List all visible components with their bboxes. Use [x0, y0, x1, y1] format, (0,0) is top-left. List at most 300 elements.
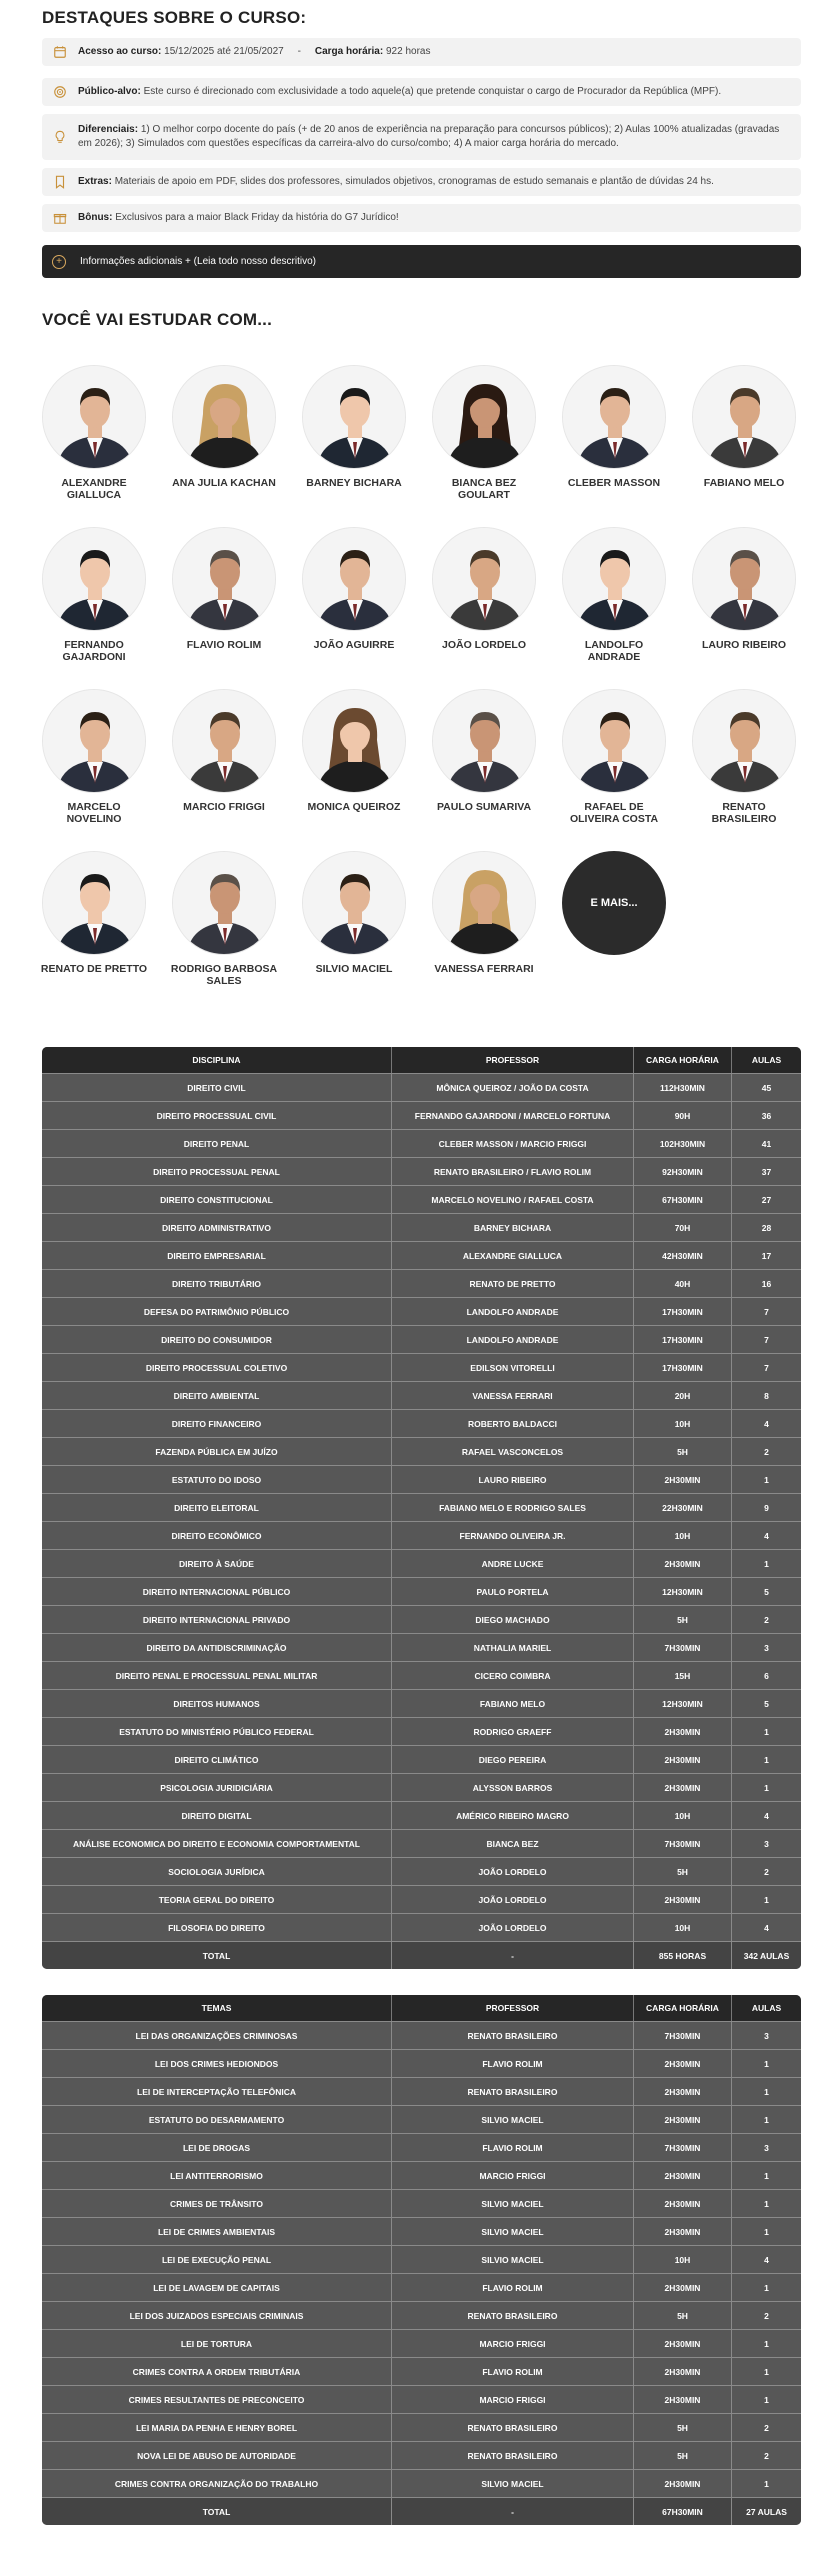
table-cell: DIREITO EMPRESARIAL: [42, 1241, 392, 1269]
highlight-label: Carga horária:: [314, 46, 386, 57]
table-cell: 2H30MIN: [634, 2161, 732, 2189]
themes-header-cell: PROFESSOR: [392, 1995, 634, 2021]
highlight-item: [42, 168, 801, 196]
table-row: [42, 1745, 801, 1773]
table-cell: SILVIO MACIEL: [392, 2245, 634, 2273]
table-cell: FABIANO MELO E RODRIGO SALES: [392, 1493, 634, 1521]
teacher-card[interactable]: [299, 851, 409, 975]
table-cell: 2: [732, 2301, 801, 2329]
teacher-card[interactable]: [689, 527, 799, 651]
table-row: [42, 1101, 801, 1129]
table-cell: BIANCA BEZ: [392, 1829, 634, 1857]
teacher-avatar: [692, 689, 796, 793]
table-cell: 1: [732, 1885, 801, 1913]
table-row: [42, 2301, 801, 2329]
teacher-card[interactable]: [299, 365, 409, 489]
table-cell: LAURO RIBEIRO: [392, 1465, 634, 1493]
table-cell: 2H30MIN: [634, 1745, 732, 1773]
teacher-card[interactable]: [299, 527, 409, 651]
table-cell: 1: [732, 2469, 801, 2497]
table-cell: LEI DE INTERCEPTAÇÃO TELEFÔNICA: [42, 2077, 392, 2105]
table-cell: 67H30MIN: [634, 1185, 732, 1213]
teacher-card[interactable]: [169, 527, 279, 651]
table-row: [42, 1241, 801, 1269]
table-cell: RENATO BRASILEIRO: [392, 2021, 634, 2049]
table-row: [42, 2021, 801, 2049]
table-cell: 17H30MIN: [634, 1353, 732, 1381]
teacher-card[interactable]: [169, 851, 279, 987]
table-cell: DIREITO PROCESSUAL COLETIVO: [42, 1353, 392, 1381]
highlight-text: [78, 211, 399, 225]
table-row: [42, 2385, 801, 2413]
table-cell: SOCIOLOGIA JURÍDICA: [42, 1857, 392, 1885]
teacher-avatar: [692, 365, 796, 469]
highlight-text: [78, 175, 714, 189]
highlight-value: Este curso é direcionado com exclusividade a todo aquele(a) que pretende conquistar o cargo de Procurador da República (MPF).: [143, 86, 722, 97]
highlight-item: [42, 78, 801, 106]
table-row: [42, 2189, 801, 2217]
table-row: [42, 2077, 801, 2105]
highlight-value: 1) O melhor corpo docente do país (+ de 20 anos de experiência na preparação para concursos públicos); 2) Aulas 100% atualizadas (gravadas em 2026); 3) Simulados com questões específicas da carreira-alvo do curso/combo; 4) A maior carga horária do mercado.: [78, 124, 783, 149]
table-cell: JOÃO LORDELO: [392, 1857, 634, 1885]
table-cell: 1: [732, 2105, 801, 2133]
table-row: [42, 1325, 801, 1353]
teacher-avatar: [172, 365, 276, 469]
teacher-card[interactable]: [299, 689, 409, 813]
table-row: [42, 1437, 801, 1465]
table-cell: 2H30MIN: [634, 1885, 732, 1913]
total-cell: -: [392, 2497, 634, 2525]
table-cell: MARCELO NOVELINO / RAFAEL COSTA: [392, 1185, 634, 1213]
teacher-name: PAULO SUMARIVA: [436, 801, 532, 813]
teacher-avatar: [42, 365, 146, 469]
table-row: [42, 2357, 801, 2385]
table-cell: 2: [732, 1437, 801, 1465]
table-cell: FERNANDO GAJARDONI / MARCELO FORTUNA: [392, 1101, 634, 1129]
table-cell: 7: [732, 1297, 801, 1325]
table-cell: 1: [732, 1549, 801, 1577]
table-cell: MARCIO FRIGGI: [392, 2329, 634, 2357]
themes-header-cell: TEMAS: [42, 1995, 392, 2021]
table-cell: 7H30MIN: [634, 1829, 732, 1857]
disciplines-table: [42, 1047, 801, 1969]
table-cell: 1: [732, 2049, 801, 2077]
themes-header-cell: CARGA HORÁRIA: [634, 1995, 732, 2021]
teacher-avatar: [302, 365, 406, 469]
highlight-text: [78, 85, 721, 99]
teacher-name: RENATO BRASILEIRO: [711, 801, 777, 825]
table-cell: EDILSON VITORELLI: [392, 1353, 634, 1381]
teacher-avatar: [562, 365, 666, 469]
table-cell: 12H30MIN: [634, 1577, 732, 1605]
teacher-name: MARCELO NOVELINO: [66, 801, 122, 825]
table-cell: DIREITOS HUMANOS: [42, 1689, 392, 1717]
total-cell: -: [392, 1941, 634, 1969]
table-cell: 3: [732, 1633, 801, 1661]
table-cell: 42H30MIN: [634, 1241, 732, 1269]
plus-icon: +: [52, 255, 66, 269]
table-cell: DIREITO ADMINISTRATIVO: [42, 1213, 392, 1241]
teacher-card[interactable]: [169, 365, 279, 489]
disciplines-header-cell: CARGA HORÁRIA: [634, 1047, 732, 1073]
table-row: [42, 1661, 801, 1689]
teacher-avatar: [172, 527, 276, 631]
table-cell: 2H30MIN: [634, 1549, 732, 1577]
table-cell: 2: [732, 2413, 801, 2441]
table-row: [42, 1073, 801, 1101]
teacher-card[interactable]: [39, 689, 149, 825]
table-cell: 4: [732, 1409, 801, 1437]
table-cell: 70H: [634, 1213, 732, 1241]
table-row: [42, 1465, 801, 1493]
table-cell: 9: [732, 1493, 801, 1521]
table-cell: 28: [732, 1213, 801, 1241]
table-cell: CRIMES DE TRÂNSITO: [42, 2189, 392, 2217]
table-cell: 1: [732, 2273, 801, 2301]
teacher-name: ALEXANDRE GIALLUCA: [61, 477, 127, 501]
table-row: [42, 1577, 801, 1605]
table-row: [42, 1185, 801, 1213]
table-row: [42, 1549, 801, 1577]
table-row: [42, 1829, 801, 1857]
table-cell: RENATO DE PRETTO: [392, 1269, 634, 1297]
table-cell: 10H: [634, 1521, 732, 1549]
teacher-avatar: [302, 527, 406, 631]
table-row: [42, 1633, 801, 1661]
table-row: [42, 2133, 801, 2161]
table-cell: 1: [732, 2385, 801, 2413]
teacher-card[interactable]: [429, 527, 539, 651]
table-cell: DIREITO DA ANTIDISCRIMINAÇÃO: [42, 1633, 392, 1661]
table-cell: 2H30MIN: [634, 2105, 732, 2133]
themes-table: [42, 1995, 801, 2525]
table-cell: 1: [732, 2077, 801, 2105]
table-cell: 7H30MIN: [634, 1633, 732, 1661]
highlight-text: [78, 123, 791, 151]
table-row: [42, 2245, 801, 2273]
teacher-name: ANA JULIA KACHAN: [172, 477, 276, 489]
table-row: [42, 1297, 801, 1325]
highlight-label: Público-alvo:: [78, 86, 144, 97]
table-cell: 36: [732, 1101, 801, 1129]
table-cell: FLAVIO ROLIM: [392, 2357, 634, 2385]
table-row: [42, 1689, 801, 1717]
table-cell: 1: [732, 2329, 801, 2357]
table-cell: RENATO BRASILEIRO: [392, 2441, 634, 2469]
table-cell: 10H: [634, 2245, 732, 2273]
table-cell: CICERO COIMBRA: [392, 1661, 634, 1689]
table-cell: RENATO BRASILEIRO / FLAVIO ROLIM: [392, 1157, 634, 1185]
table-cell: DIREITO PROCESSUAL PENAL: [42, 1157, 392, 1185]
highlight-value: Materiais de apoio em PDF, slides dos professores, simulados objetivos, cronogramas de estudo semanais e plantão de dúvidas 24 hs.: [114, 176, 714, 187]
table-total-row: [42, 1941, 801, 1969]
teacher-avatar: [692, 527, 796, 631]
teacher-card[interactable]: [39, 365, 149, 501]
table-row: [42, 1409, 801, 1437]
table-cell: 20H: [634, 1381, 732, 1409]
table-row: [42, 2441, 801, 2469]
table-row: [42, 2469, 801, 2497]
teacher-avatar: [432, 689, 536, 793]
total-cell: TOTAL: [42, 2497, 392, 2525]
table-cell: 2H30MIN: [634, 2273, 732, 2301]
teacher-card[interactable]: [429, 365, 539, 501]
table-cell: DEFESA DO PATRIMÔNIO PÚBLICO: [42, 1297, 392, 1325]
table-cell: CRIMES CONTRA A ORDEM TRIBUTÁRIA: [42, 2357, 392, 2385]
table-cell: LANDOLFO ANDRADE: [392, 1297, 634, 1325]
table-cell: 40H: [634, 1269, 732, 1297]
table-cell: DIREITO INTERNACIONAL PRIVADO: [42, 1605, 392, 1633]
teacher-card[interactable]: [169, 689, 279, 813]
teacher-avatar: [302, 851, 406, 955]
table-cell: SILVIO MACIEL: [392, 2469, 634, 2497]
table-cell: 4: [732, 1521, 801, 1549]
teacher-avatar: [172, 689, 276, 793]
table-cell: LEI DAS ORGANIZAÇÕES CRIMINOSAS: [42, 2021, 392, 2049]
teacher-name: JOÃO AGUIRRE: [313, 639, 395, 651]
table-cell: 3: [732, 2133, 801, 2161]
teacher-name: FABIANO MELO: [703, 477, 785, 489]
table-cell: 4: [732, 1913, 801, 1941]
table-row: [42, 2217, 801, 2245]
table-cell: 2: [732, 2441, 801, 2469]
teacher-avatar: [42, 689, 146, 793]
table-cell: 37: [732, 1157, 801, 1185]
teacher-card[interactable]: [689, 365, 799, 489]
highlight-item: [42, 114, 801, 160]
table-cell: DIREITO PROCESSUAL CIVIL: [42, 1101, 392, 1129]
table-cell: 1: [732, 2161, 801, 2189]
table-cell: CRIMES RESULTANTES DE PRECONCEITO: [42, 2385, 392, 2413]
teacher-name: FLAVIO ROLIM: [186, 639, 262, 651]
table-cell: LEI MARIA DA PENHA E HENRY BOREL: [42, 2413, 392, 2441]
highlight-value: 15/12/2025 até 21/05/2027: [164, 46, 284, 57]
table-cell: 5H: [634, 2413, 732, 2441]
table-cell: 1: [732, 1717, 801, 1745]
table-cell: ROBERTO BALDACCI: [392, 1409, 634, 1437]
table-cell: 1: [732, 2217, 801, 2245]
teacher-card[interactable]: [429, 851, 539, 975]
table-cell: LEI DE CRIMES AMBIENTAIS: [42, 2217, 392, 2245]
teacher-name: RODRIGO BARBOSA SALES: [170, 963, 278, 987]
table-cell: DIREITO AMBIENTAL: [42, 1381, 392, 1409]
teacher-name: MARCIO FRIGGI: [183, 801, 265, 813]
lightbulb-icon: [52, 129, 68, 145]
table-cell: MARCIO FRIGGI: [392, 2161, 634, 2189]
table-cell: LEI DE EXECUÇÃO PENAL: [42, 2245, 392, 2273]
table-cell: RODRIGO GRAEFF: [392, 1717, 634, 1745]
teacher-card[interactable]: [429, 689, 539, 813]
table-cell: ESTATUTO DO IDOSO: [42, 1465, 392, 1493]
table-cell: LEI DE LAVAGEM DE CAPITAIS: [42, 2273, 392, 2301]
themes-header-cell: AULAS: [732, 1995, 801, 2021]
table-cell: ESTATUTO DO MINISTÉRIO PÚBLICO FEDERAL: [42, 1717, 392, 1745]
teacher-name: LANDOLFO ANDRADE: [584, 639, 644, 663]
table-cell: DIREITO CIVIL: [42, 1073, 392, 1101]
table-cell: SILVIO MACIEL: [392, 2189, 634, 2217]
disciplines-header-cell: PROFESSOR: [392, 1047, 634, 1073]
table-cell: 6: [732, 1661, 801, 1689]
table-cell: 1: [732, 1465, 801, 1493]
highlight-item: [42, 38, 801, 66]
table-cell: 5H: [634, 1857, 732, 1885]
additional-info-button[interactable]: [42, 245, 801, 278]
table-row: [42, 1885, 801, 1913]
table-cell: 15H: [634, 1661, 732, 1689]
teacher-avatar: [432, 365, 536, 469]
teacher-avatar: [302, 689, 406, 793]
highlight-label: Extras:: [78, 176, 115, 187]
teacher-name: SILVIO MACIEL: [315, 963, 393, 975]
table-cell: 10H: [634, 1409, 732, 1437]
table-cell: DIREITO ELEITORAL: [42, 1493, 392, 1521]
teacher-name: BIANCA BEZ GOULART: [451, 477, 517, 501]
table-row: [42, 2413, 801, 2441]
teacher-card[interactable]: [39, 527, 149, 663]
table-cell: NOVA LEI DE ABUSO DE AUTORIDADE: [42, 2441, 392, 2469]
table-row: [42, 1521, 801, 1549]
table-cell: 2H30MIN: [634, 1465, 732, 1493]
teacher-card[interactable]: [559, 689, 669, 825]
teacher-name: LAURO RIBEIRO: [702, 639, 786, 651]
disciplines-header-cell: DISCIPLINA: [42, 1047, 392, 1073]
teacher-name: MONICA QUEIROZ: [307, 801, 401, 813]
table-row: [42, 1157, 801, 1185]
table-cell: FERNANDO OLIVEIRA JR.: [392, 1521, 634, 1549]
table-cell: DIREITO FINANCEIRO: [42, 1409, 392, 1437]
table-cell: 90H: [634, 1101, 732, 1129]
table-cell: 3: [732, 1829, 801, 1857]
table-cell: 2H30MIN: [634, 2077, 732, 2105]
teacher-name: RAFAEL DE OLIVEIRA COSTA: [569, 801, 659, 825]
highlight-label: Bônus:: [78, 212, 116, 223]
table-cell: 7: [732, 1353, 801, 1381]
table-cell: 1: [732, 1745, 801, 1773]
table-cell: 12H30MIN: [634, 1689, 732, 1717]
table-cell: RENATO BRASILEIRO: [392, 2413, 634, 2441]
table-cell: 2H30MIN: [634, 2357, 732, 2385]
table-cell: PSICOLOGIA JURIDICIÁRIA: [42, 1773, 392, 1801]
more-teachers-button[interactable]: E MAIS...: [562, 851, 666, 955]
highlight-text: [78, 45, 430, 59]
highlight-item: [42, 204, 801, 232]
additional-info-label: Informações adicionais + (Leia todo nosso descritivo): [80, 256, 316, 267]
table-cell: 2H30MIN: [634, 2189, 732, 2217]
table-row: [42, 1605, 801, 1633]
table-cell: NATHALIA MARIEL: [392, 1633, 634, 1661]
table-cell: LEI ANTITERRORISMO: [42, 2161, 392, 2189]
table-cell: 7H30MIN: [634, 2133, 732, 2161]
table-cell: 1: [732, 1773, 801, 1801]
table-cell: 5: [732, 1577, 801, 1605]
table-cell: 41: [732, 1129, 801, 1157]
total-cell: 342 AULAS: [732, 1941, 801, 1969]
total-cell: 27 AULAS: [732, 2497, 801, 2525]
disciplines-header-cell: AULAS: [732, 1047, 801, 1073]
table-cell: 2H30MIN: [634, 1717, 732, 1745]
table-cell: 7: [732, 1325, 801, 1353]
table-cell: SILVIO MACIEL: [392, 2105, 634, 2133]
table-cell: CLEBER MASSON / MARCIO FRIGGI: [392, 1129, 634, 1157]
table-cell: 10H: [634, 1913, 732, 1941]
table-row: [42, 1269, 801, 1297]
table-cell: 2H30MIN: [634, 2469, 732, 2497]
teacher-card[interactable]: [689, 689, 799, 825]
table-cell: 5: [732, 1689, 801, 1717]
table-cell: ANÁLISE ECONOMICA DO DIREITO E ECONOMIA COMPORTAMENTAL: [42, 1829, 392, 1857]
table-cell: SILVIO MACIEL: [392, 2217, 634, 2245]
table-cell: ALEXANDRE GIALLUCA: [392, 1241, 634, 1269]
total-cell: 67H30MIN: [634, 2497, 732, 2525]
table-cell: LEI DOS JUIZADOS ESPECIAIS CRIMINAIS: [42, 2301, 392, 2329]
table-cell: 5H: [634, 1605, 732, 1633]
table-row: [42, 1353, 801, 1381]
table-cell: MÔNICA QUEIROZ / JOÃO DA COSTA: [392, 1073, 634, 1101]
teacher-avatar: [42, 851, 146, 955]
table-cell: JOÃO LORDELO: [392, 1913, 634, 1941]
table-cell: 8: [732, 1381, 801, 1409]
table-row: [42, 2329, 801, 2357]
table-cell: PAULO PORTELA: [392, 1577, 634, 1605]
table-row: [42, 2161, 801, 2189]
teacher-avatar: [432, 851, 536, 955]
table-cell: 2H30MIN: [634, 2049, 732, 2077]
table-cell: FLAVIO ROLIM: [392, 2049, 634, 2077]
table-row: [42, 1801, 801, 1829]
highlight-value: Exclusivos para a maior Black Friday da história do G7 Jurídico!: [115, 212, 399, 223]
highlights-title: DESTAQUES SOBRE O CURSO:: [42, 8, 307, 27]
table-cell: LEI DE TORTURA: [42, 2329, 392, 2357]
table-row: [42, 2105, 801, 2133]
table-cell: DIREITO CONSTITUCIONAL: [42, 1185, 392, 1213]
teacher-card[interactable]: [559, 527, 669, 663]
table-cell: FILOSOFIA DO DIREITO: [42, 1913, 392, 1941]
table-cell: DIREITO TRIBUTÁRIO: [42, 1269, 392, 1297]
table-cell: RAFAEL VASCONCELOS: [392, 1437, 634, 1465]
table-cell: LEI DE DROGAS: [42, 2133, 392, 2161]
table-cell: DIEGO MACHADO: [392, 1605, 634, 1633]
table-cell: 2H30MIN: [634, 2329, 732, 2357]
table-row: [42, 1717, 801, 1745]
table-cell: BARNEY BICHARA: [392, 1213, 634, 1241]
table-cell: ALYSSON BARROS: [392, 1773, 634, 1801]
teacher-card[interactable]: [559, 365, 669, 489]
table-cell: 5H: [634, 2441, 732, 2469]
table-cell: LEI DOS CRIMES HEDIONDOS: [42, 2049, 392, 2077]
table-cell: 4: [732, 2245, 801, 2273]
table-cell: VANESSA FERRARI: [392, 1381, 634, 1409]
table-cell: 2H30MIN: [634, 2217, 732, 2245]
highlight-value: 922 horas: [385, 46, 431, 57]
table-cell: DIREITO ECONÔMICO: [42, 1521, 392, 1549]
table-cell: RENATO BRASILEIRO: [392, 2077, 634, 2105]
table-cell: 45: [732, 1073, 801, 1101]
table-cell: DIREITO DIGITAL: [42, 1801, 392, 1829]
table-cell: FABIANO MELO: [392, 1689, 634, 1717]
total-cell: TOTAL: [42, 1941, 392, 1969]
table-cell: 3: [732, 2021, 801, 2049]
teachers-title: VOCÊ VAI ESTUDAR COM...: [42, 310, 273, 329]
table-cell: TEORIA GERAL DO DIREITO: [42, 1885, 392, 1913]
table-row: [42, 2273, 801, 2301]
table-row: [42, 1381, 801, 1409]
teacher-card[interactable]: [39, 851, 149, 975]
table-cell: 2: [732, 1605, 801, 1633]
table-cell: 10H: [634, 1801, 732, 1829]
table-cell: 102H30MIN: [634, 1129, 732, 1157]
teacher-avatar: [562, 527, 666, 631]
teacher-name: JOÃO LORDELO: [441, 639, 526, 651]
